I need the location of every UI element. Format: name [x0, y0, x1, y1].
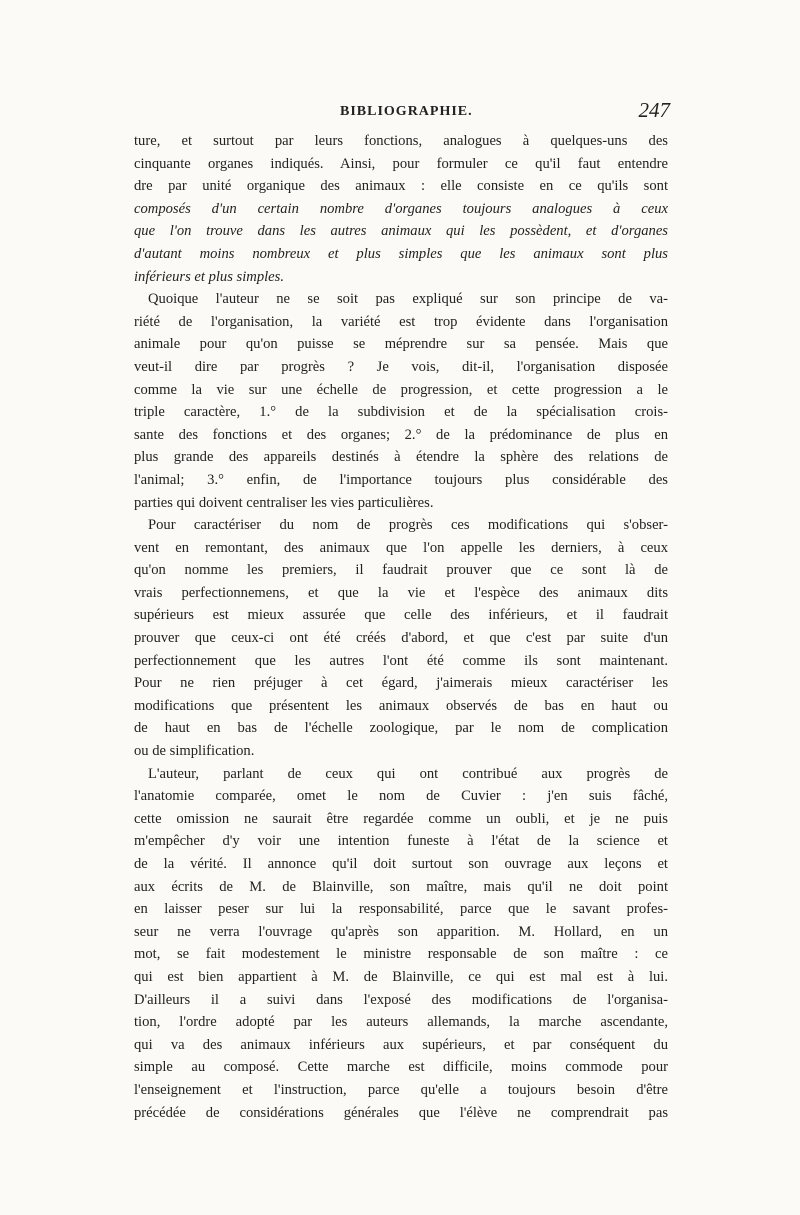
text-line: D'ailleurs il a suivi dans l'exposé des modifications de l'organisa-	[134, 991, 668, 1008]
text-line: qui est bien appartient à M. de Blainville, ce qui est mal est à lui.	[134, 968, 668, 985]
text-line: vrais perfectionnemens, et que la vie et l'espèce des animaux dits	[134, 584, 668, 601]
text-line: comme la vie sur une échelle de progression, et cette progression a le	[134, 381, 668, 398]
text-line: Pour caractériser du nom de progrès ces modifications qui s'obser-	[148, 517, 668, 534]
text-line: tion, l'ordre adopté par les auteurs allemands, la marche ascendante,	[134, 1014, 668, 1031]
text-line: perfectionnement que les autres l'ont été comme ils sont maintenant.	[134, 652, 668, 669]
text-line: composés d'un certain nombre d'organes toujours analogues à ceux	[134, 200, 668, 217]
text-line: en laisser peser sur lui la responsabilité, parce que le savant profes-	[134, 901, 668, 918]
text-line: dre par unité organique des animaux : elle consiste en ce qu'ils sont	[134, 178, 668, 195]
text-line: l'enseignement et l'instruction, parce qu'elle a toujours besoin d'être	[134, 1081, 668, 1098]
page-header	[140, 98, 670, 128]
text-line: de haut en bas de l'échelle zoologique, par le nom de complication	[134, 720, 668, 737]
text-line: ou de simplification.	[134, 743, 255, 760]
text-line: mot, se fait modestement le ministre responsable de son maître : ce	[134, 946, 668, 963]
text-line: L'auteur, parlant de ceux qui ont contribué aux progrès de	[148, 765, 668, 782]
text-line: seur ne verra l'ouvrage qu'après son apparition. M. Hollard, en un	[134, 923, 668, 940]
text-line: prouver que ceux-ci ont été créés d'abord, et que c'est par suite d'un	[134, 630, 668, 647]
text-line: Pour ne rien préjuger à cet égard, j'aimerais mieux caractériser les	[134, 675, 668, 692]
text-line: que l'on trouve dans les autres animaux qui les possèdent, et d'organes	[134, 223, 668, 240]
text-line: précédée de considérations générales que l'élève ne comprendrait pas	[134, 1104, 668, 1121]
text-line: l'anatomie comparée, omet le nom de Cuvier : j'en suis fâché,	[134, 788, 668, 805]
text-line: cinquante organes indiqués. Ainsi, pour formuler ce qu'il faut entendre	[134, 155, 668, 172]
text-line: modifications que présentent les animaux observés de bas en haut ou	[134, 697, 668, 714]
page-number: 247	[638, 98, 670, 122]
text-line: Quoique l'auteur ne se soit pas expliqué sur son principe de va-	[148, 291, 668, 308]
text-line: qui va des animaux inférieurs aux supérieurs, et par conséquent du	[134, 1036, 668, 1053]
text-line: qu'on nomme les premiers, il faudrait prouver que ce sont là de	[134, 562, 668, 579]
running-title: BIBLIOGRAPHIE.	[340, 104, 473, 119]
text-line: simple au composé. Cette marche est difficile, moins commode pour	[134, 1059, 668, 1076]
text-line: triple caractère, 1.° de la subdivision et de la spécialisation crois-	[134, 404, 668, 421]
body-text	[134, 130, 668, 1124]
text-line: l'animal; 3.° enfin, de l'importance toujours plus considérable des	[134, 471, 668, 488]
text-line: sante des fonctions et des organes; 2.° de la prédominance de plus en	[134, 426, 668, 443]
text-line: de la vérité. Il annonce qu'il doit surtout son ouvrage aux leçons et	[134, 856, 668, 872]
text-line: riété de l'organisation, la variété est trop évidente dans l'organisation	[134, 313, 668, 330]
text-line: d'autant moins nombreux et plus simples que les animaux sont plus	[134, 245, 668, 262]
text-line: ture, et surtout par leurs fonctions, analogues à quelques-uns des	[134, 133, 668, 149]
text-line: cette omission ne saurait être regardée comme un oubli, et je ne puis	[134, 810, 668, 827]
text-line: vent en remontant, des animaux que l'on appelle les derniers, à ceux	[134, 539, 668, 556]
text-line: inférieurs et plus simples.	[134, 268, 284, 285]
text-line: veut-il dire par progrès ? Je vois, dit-il, l'organisation disposée	[134, 358, 668, 375]
text-line: aux écrits de M. de Blainville, son maître, mais qu'il ne doit point	[134, 878, 668, 895]
text-line: animale pour qu'on puisse se méprendre sur sa pensée. Mais que	[134, 336, 668, 353]
text-line: supérieurs est mieux assurée que celle des inférieurs, et il faudrait	[134, 607, 668, 624]
text-line: m'empêcher d'y voir une intention funeste à l'état de la science et	[134, 833, 668, 850]
text-line: plus grande des appareils destinés à étendre la sphère des relations de	[134, 449, 668, 466]
text-line: parties qui doivent centraliser les vies particulières.	[134, 494, 434, 511]
